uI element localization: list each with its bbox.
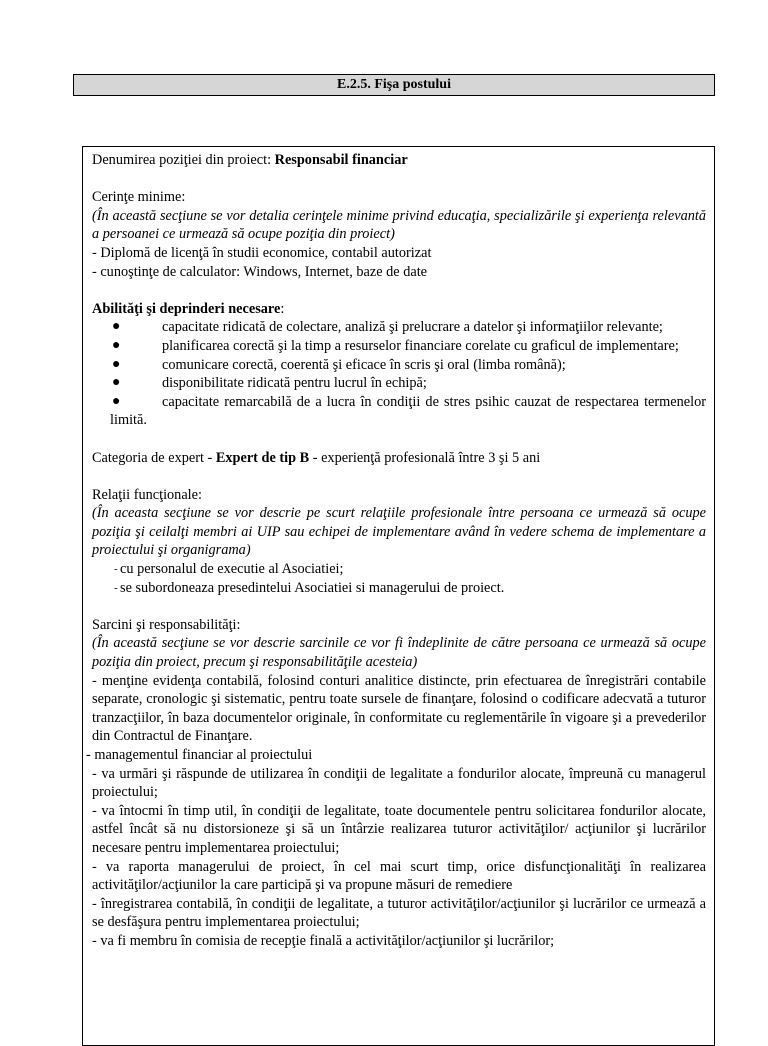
- tasks-heading: Sarcini şi responsabilităţi:: [92, 616, 241, 633]
- task-item: - menţine evidenţa contabilă, folosind conturi analitice distincte, prin efectuarea de înregistrări contabile separate, cronologic şi sistematic, pentru toate sursele de finanţare, folosind o codificare adecvată a tuturor tranzacţiilor, în baza documentelor originale, în conformitate cu reglementările în vigoare şi a prevederilor din Contractul de Finanţare.: [92, 672, 706, 745]
- relations-list: [92, 560, 706, 597]
- section-title: [73, 74, 715, 96]
- relation-item: - se subordoneaza presedintelui Asociatiei si managerului de proiect.: [114, 579, 505, 596]
- requirements-note: (În această secţiune se vor detalia cerinţele minime privind educaţia, specializările şi experienţa relevantă a persoanei ce urmează să ocupe poziţia din proiect): [92, 207, 706, 243]
- dash-icon: -: [114, 563, 118, 576]
- category-value: Expert de tip B: [215, 449, 310, 466]
- skills-list: [92, 318, 706, 430]
- position-line: [92, 151, 706, 170]
- bullet-icon: ●: [112, 393, 121, 409]
- tasks-note: (În această secţiune se vor descrie sarcinile ce vor fi îndeplinite de către persoana ce urmează să ocupe poziţia din proiect, precum şi responsabilităţile acesteia): [92, 635, 706, 671]
- skills-heading: Abilităţi şi deprinderi necesare: [92, 300, 281, 317]
- relation-item: - cu personalul de executie al Asociatiei;: [114, 561, 344, 578]
- skill-item: ● disponibilitate ridicată pentru lucrul în echipă;: [112, 375, 427, 392]
- task-item: - va întocmi în timp util, în condiţii de legalitate, toate documentele pentru solicitarea fondurilor alocate, astfel încât să nu distorsioneze şi să un întârzie realizarea tuturor activităţilor/ acţiunilor şi lucrărilor necesare pentru implementarea proiectului;: [92, 802, 706, 856]
- skill-item: ● capacitate ridicată de colectare, analiză şi prelucrare a datelor şi informaţiilor relevante;: [112, 319, 663, 336]
- bullet-icon: ●: [112, 375, 121, 391]
- requirements-heading: Cerinţe minime:: [92, 189, 186, 206]
- position-value: Responsabil financiar: [274, 152, 408, 168]
- task-item: - managementul financiar al proiectului: [86, 747, 313, 763]
- task-item: - va urmări şi răspunde de utilizarea în condiţii de legalitate a fondurilor alocate, împreună cu managerul proiectului;: [92, 765, 706, 801]
- requirement-item: - Diplomă de licenţă în studii economice, contabil autorizat: [92, 244, 432, 261]
- task-item: - va fi membru în comisia de recepţie finală a activităţilor/acţiunilor şi lucrărilor;: [92, 932, 555, 949]
- category-prefix: Categoria de expert -: [92, 449, 216, 466]
- bullet-icon: ●: [112, 356, 121, 372]
- task-item: - înregistrarea contabilă, în condiţii de legalitate, a tuturor activităţilor/acţiunilor şi lucrărilor ce urmează a se desfăşura pentru implementarea proiectului;: [92, 895, 706, 931]
- skills-heading-colon: :: [280, 300, 285, 317]
- section-title-text: E.2.5. Fişa postului: [337, 77, 451, 92]
- job-description-box: [82, 146, 715, 1046]
- dash-icon: -: [114, 581, 118, 594]
- bullet-icon: ●: [112, 319, 121, 335]
- task-item: - va raporta managerului de proiect, în cel mai scurt timp, orice disfuncţionalităţi în realizarea activităţilor/acţiunilor la care participă şi va propune măsuri de remediere: [92, 858, 706, 894]
- position-label: Denumirea poziţiei din proiect:: [92, 152, 275, 168]
- requirement-item: - cunoştinţe de calculator: Windows, Internet, baze de date: [92, 263, 428, 280]
- skill-item: ● planificarea corectă şi la timp a resurselor financiare corelate cu graficul de implementare;: [112, 337, 679, 354]
- relations-note: (În aceasta secţiune se vor descrie pe scurt relaţiile profesionale între persoana ce urmează să ocupe poziţia şi ceilalţi membri ai UIP sau echipei de implementare având în vedere schema de implementare a proiectului şi organigrama): [92, 505, 706, 559]
- category-line: [92, 449, 706, 468]
- relations-heading: Relaţii funcţionale:: [92, 486, 202, 503]
- skills-heading-line: [92, 300, 706, 319]
- skill-item: ● capacitate remarcabilă de a lucra în condiţii de stres psihic cauzat de respectarea termenelor limită.: [110, 393, 706, 429]
- skill-item: ● comunicare corectă, coerentă şi eficace în scris şi oral (limba română);: [112, 356, 566, 373]
- bullet-icon: ●: [112, 337, 121, 353]
- category-suffix: - experienţă profesională între 3 şi 5 ani: [309, 449, 541, 466]
